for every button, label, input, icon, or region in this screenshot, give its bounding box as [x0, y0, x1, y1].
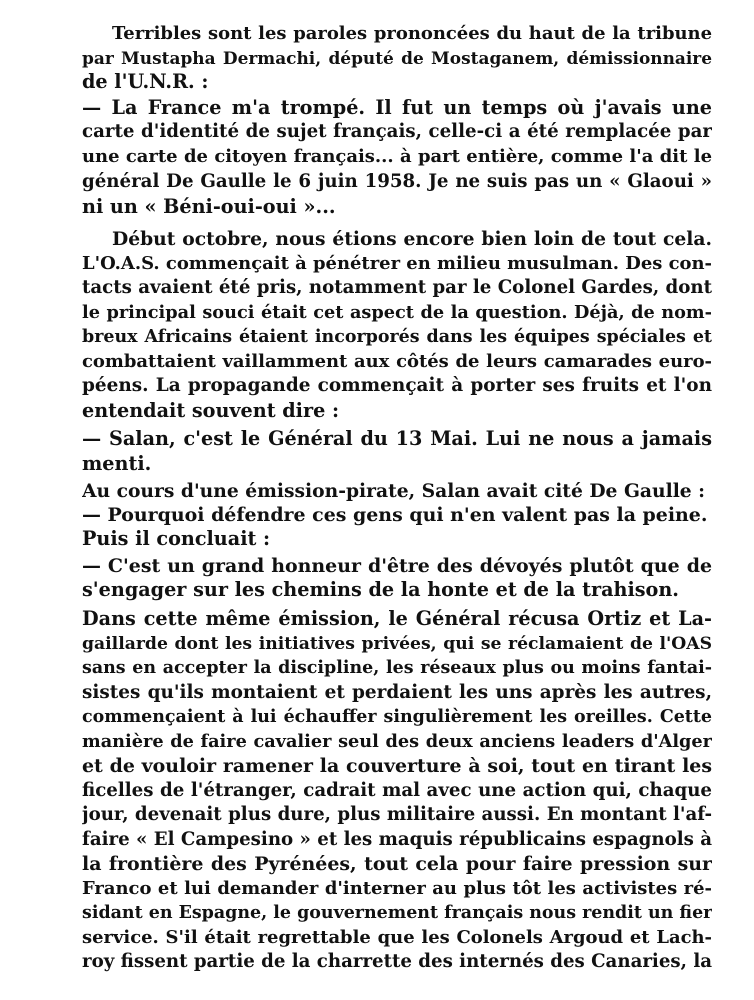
- text-line: L'O.A.S. commençait à pénétrer en milieu musulman. Des con-: [82, 253, 712, 274]
- text-line: sans en accepter la discipline, les réseaux plus ou moins fantai-: [82, 658, 712, 678]
- text-line: Franco et lui demander d'interner au plus tôt les activistes ré-: [82, 878, 712, 899]
- text-line: le principal souci était cet aspect de la question. Déjà, de nom-: [82, 302, 712, 323]
- text-line: ni un « Béni-oui-oui »...: [82, 195, 336, 218]
- text-line: ficelles de l'étranger, cadrait mal avec une action qui, chaque: [82, 780, 712, 801]
- text-line: — La France m'a trompé. Il fut un temps où j'avais une: [82, 96, 712, 119]
- text-line: péens. La propagande commençait à porter ses fruits et l'on: [82, 375, 712, 396]
- text-line: service. S'il était regrettable que les Colonels Argoud et Lach-: [82, 927, 712, 948]
- text-line: entendait souvent dire :: [82, 399, 340, 422]
- text-line: par Mustapha Dermachi, député de Mostaganem, démissionnaire: [82, 48, 712, 68]
- text-line: jour, devenait plus dure, plus militaire aussi. En montant l'af-: [82, 804, 712, 825]
- text-line: Dans cette même émission, le Général récusa Ortiz et La-: [82, 607, 712, 630]
- text-line: de l'U.N.R. :: [82, 70, 209, 93]
- text-line: Début octobre, nous étions encore bien loin de tout cela.: [112, 228, 712, 250]
- text-line: commençaient à lui échauffer singulièrement les oreilles. Cette: [82, 707, 712, 727]
- text-line: Puis il concluait :: [82, 527, 271, 550]
- text-line: sidant en Espagne, le gouvernement français nous rendit un fier: [82, 903, 712, 923]
- text-line: roy fissent partie de la charrette des internés des Canaries, la: [82, 951, 712, 972]
- text-line: combattaient vaillamment aux côtés de leurs camarades euro-: [82, 351, 712, 372]
- text-line: carte d'identité de sujet français, celle-ci a été remplacée par: [82, 121, 712, 142]
- text-line: — Salan, c'est le Général du 13 Mai. Lui ne nous a jamais: [82, 427, 712, 450]
- text-line: — Pourquoi défendre ces gens qui n'en valent pas la peine.: [82, 504, 708, 526]
- text-line: breux Africains étaient incorporés dans les équipes spéciales et: [82, 327, 712, 347]
- text-line: Terribles sont les paroles prononcées du haut de la tribune: [112, 23, 712, 44]
- text-line: faire « El Campesino » et les maquis républicains espagnols à: [82, 829, 712, 850]
- text-line: s'engager sur les chemins de la honte et de la trahison.: [82, 578, 679, 601]
- text-line: une carte de citoyen français... à part entière, comme l'a dit le: [82, 146, 712, 167]
- text-line: général De Gaulle le 6 juin 1958. Je ne suis pas un « Glaoui »: [82, 171, 712, 192]
- text-line: tacts avaient été pris, notamment par le Colonel Gardes, dont: [82, 277, 712, 298]
- text-line: la frontière des Pyrénées, tout cela pour faire pression sur: [82, 853, 712, 875]
- text-line: Au cours d'une émission-pirate, Salan avait cité De Gaulle :: [82, 480, 706, 502]
- text-line: sistes qu'ils montaient et perdaient les uns après les autres,: [82, 682, 712, 703]
- text-line: et de vouloir ramener la couverture à soi, tout en tirant les: [82, 755, 712, 777]
- text-line: manière de faire cavalier seul des deux anciens leaders d'Alger: [82, 731, 712, 752]
- text-line: menti.: [82, 452, 152, 475]
- text-line: — C'est un grand honneur d'être des dévoyés plutôt que de: [82, 555, 712, 577]
- text-line: gaillarde dont les initiatives privées, qui se réclamaient de l'OAS: [82, 634, 712, 654]
